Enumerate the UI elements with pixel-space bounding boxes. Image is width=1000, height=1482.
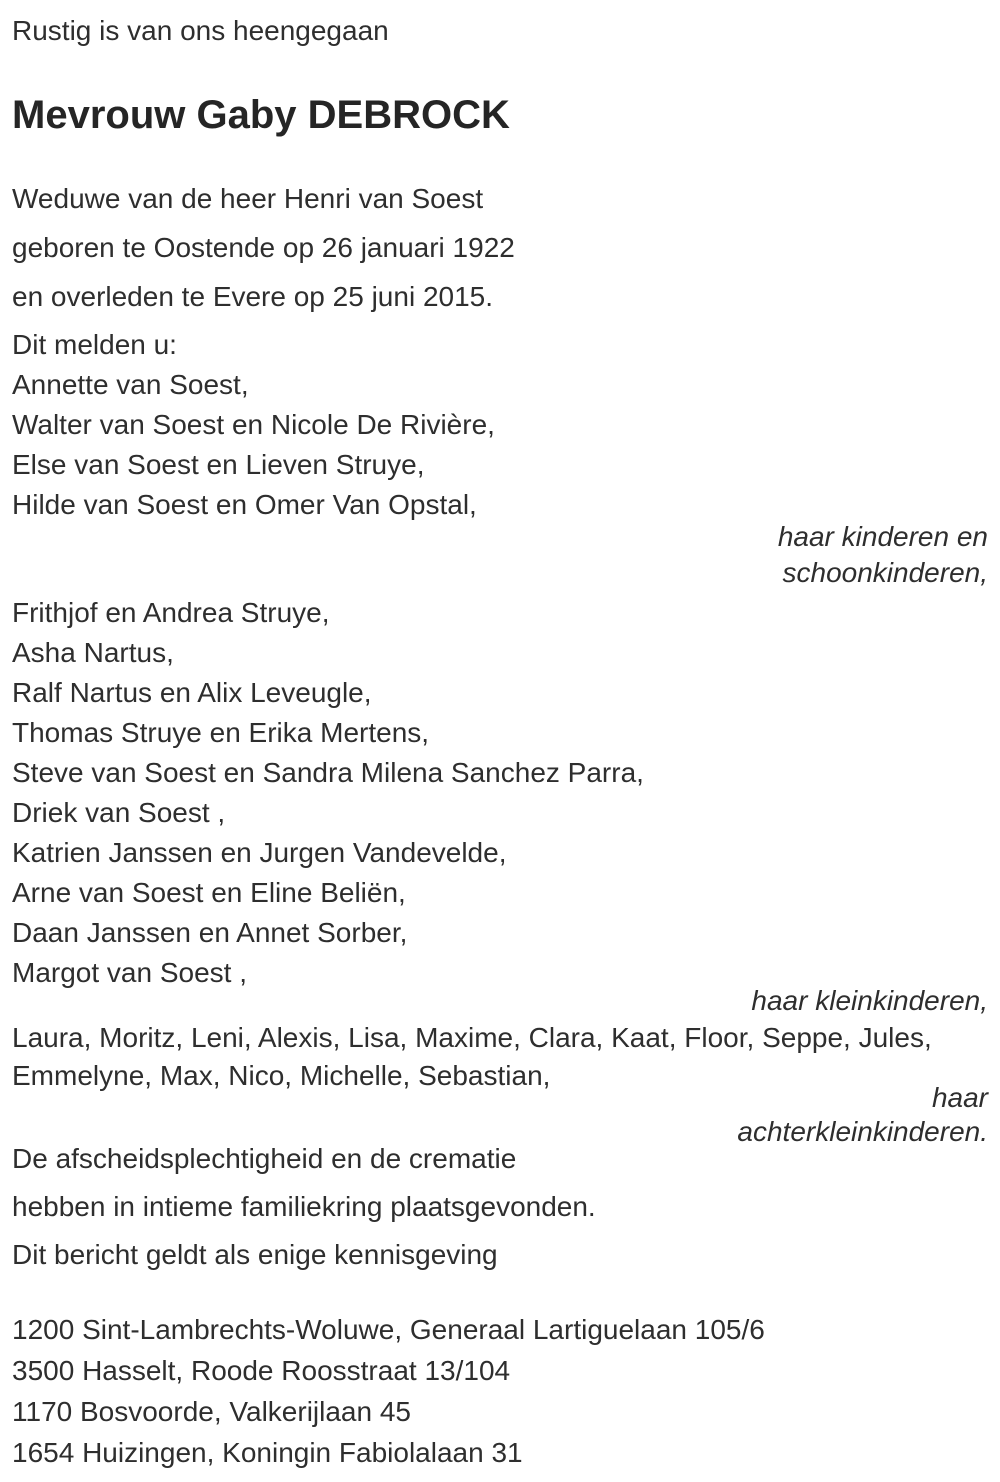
closing-section	[12, 1135, 988, 1279]
deceased-name-title: Mevrouw Gaby DEBROCK	[12, 93, 510, 137]
address-line: 1170 Bosvoorde, Valkerijlaan 45	[12, 1396, 411, 1427]
announcement-lead: Dit melden u:	[12, 329, 177, 360]
list-item: Asha Nartus,	[12, 637, 174, 668]
list-item: Steve van Soest en Sandra Milena Sanchez Parra,	[12, 757, 644, 788]
address-line: 1200 Sint-Lambrechts-Woluwe, Generaal Lartiguelaan 105/6	[12, 1314, 765, 1345]
children-relation-label	[12, 519, 988, 591]
notice-line: Dit bericht geldt als enige kennisgeving	[12, 1239, 498, 1270]
list-item: Katrien Janssen en Jurgen Vandevelde,	[12, 837, 507, 868]
list-item: Daan Janssen en Annet Sorber,	[12, 917, 408, 948]
children-list	[12, 365, 988, 525]
address-block	[12, 1309, 988, 1473]
list-item: Driek van Soest ,	[12, 797, 226, 828]
list-item: Ralf Nartus en Alix Leveugle,	[12, 677, 372, 708]
relation-label-line: haar kinderen en	[777, 521, 988, 552]
list-item: Frithjof en Andrea Struye,	[12, 597, 330, 628]
ceremony-line: De afscheidsplechtigheid en de crematie	[12, 1143, 517, 1174]
names-line: Emmelyne, Max, Nico, Michelle, Sebastian,	[12, 1060, 551, 1091]
spouse-line: Weduwe van de heer Henri van Soest	[12, 183, 484, 214]
intro-section	[12, 174, 988, 321]
list-item: Margot van Soest ,	[12, 957, 248, 988]
death-line: en overleden te Evere op 25 juni 2015.	[12, 281, 494, 312]
birth-line: geboren te Oostende op 26 januari 1922	[12, 232, 515, 263]
list-item: Walter van Soest en Nicole De Rivière,	[12, 409, 495, 440]
relation-label-line: haar	[931, 1082, 988, 1113]
address-line: 1654 Huizingen, Koningin Fabiolalaan 31	[12, 1437, 523, 1468]
relation-label-line: achterkleinkinderen.	[737, 1116, 988, 1147]
relation-label-line: haar kleinkinderen,	[751, 985, 988, 1016]
list-item: Thomas Struye en Erika Mertens,	[12, 717, 430, 748]
relation-label-line: schoonkinderen,	[782, 557, 988, 588]
address-line: 3500 Hasselt, Roode Roosstraat 13/104	[12, 1355, 511, 1386]
list-item: Hilde van Soest en Omer Van Opstal,	[12, 489, 477, 520]
list-item: Arne van Soest en Eline Beliën,	[12, 877, 406, 908]
family-circle-line: hebben in intieme familiekring plaatsgevonden.	[12, 1191, 596, 1222]
grandchildren-list	[12, 593, 988, 993]
list-item: Else van Soest en Lieven Struye,	[12, 449, 425, 480]
opening-line: Rustig is van ons heengegaan	[12, 15, 389, 46]
list-item: Annette van Soest,	[12, 369, 249, 400]
names-line: Laura, Moritz, Leni, Alexis, Lisa, Maxime, Clara, Kaat, Floor, Seppe, Jules,	[12, 1022, 932, 1053]
